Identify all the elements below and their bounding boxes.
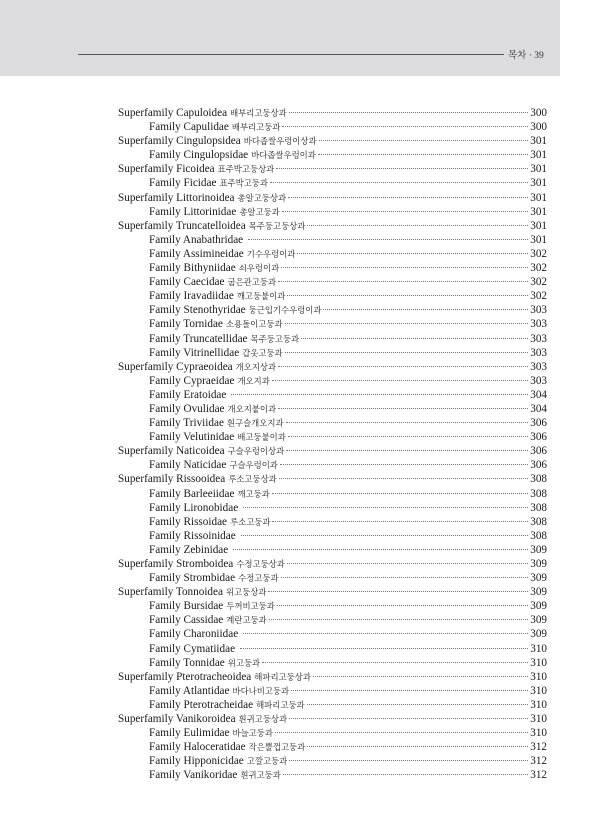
toc-entry-name: Family Vitrinellidae [149,346,240,359]
toc-entry-korean-name: 흰귀고둥상과 [238,714,288,725]
toc-entry-korean-name: 표주박고둥과 [219,178,268,189]
toc-entry-page: 312 [530,755,547,768]
toc-entry-family[interactable] [118,275,547,289]
toc-dot-leader [301,338,528,339]
toc-dot-leader [240,648,528,649]
toc-dot-leader [269,619,529,620]
toc-entry-name: Family Ficidae [149,177,217,190]
toc-entry-page: 310 [530,642,547,655]
toc-dot-leader [291,690,528,691]
toc-entry-page: 309 [530,572,547,585]
toc-dot-leader [233,549,528,550]
toc-entry-page: 300 [530,121,547,134]
toc-entry-superfamily[interactable] [118,219,547,233]
toc-entry-family[interactable] [118,529,547,543]
toc-entry-superfamily[interactable] [118,162,547,176]
toc-entry-family[interactable] [118,656,547,670]
toc-entry-name: Family Hipponicidae [149,755,244,768]
toc-dot-leader [280,464,528,465]
toc-entry-page: 312 [530,741,547,754]
toc-dot-leader [275,732,528,733]
toc-entry-korean-name: 바다나비고둥과 [232,685,290,696]
toc-entry-page: 309 [530,586,547,599]
toc-entry-name: Family Cingulopsidae [149,149,249,162]
toc-entry-name: Family Cassidae [149,614,224,627]
toc-entry-page: 310 [530,656,547,669]
toc-entry-family[interactable] [118,289,547,303]
toc-dot-leader [285,323,529,324]
table-of-contents [118,106,547,783]
toc-entry-korean-name: 위고둥상과 [225,587,267,598]
toc-entry-page: 309 [530,628,547,641]
toc-entry-family[interactable] [118,515,547,529]
toc-dot-leader [243,633,528,634]
toc-entry-korean-name: 배부리고둥과 [231,122,281,133]
toc-entry-family[interactable] [118,176,547,190]
toc-entry-superfamily[interactable] [118,670,547,684]
toc-entry-name: Family Caecidae [149,276,225,289]
toc-entry-family[interactable] [118,754,547,768]
toc-entry-name: Family Assimineidae [149,247,244,260]
toc-dot-leader [278,408,528,409]
toc-entry-korean-name: 개오지과 [237,375,270,386]
toc-entry-name: Family Eratoidae [149,388,227,401]
toc-entry-family[interactable] [118,726,547,740]
toc-dot-leader [286,450,528,451]
toc-entry-name: Family Tornidae [149,318,223,331]
toc-entry-korean-name: 위고둥과 [227,657,261,668]
toc-entry-name: Family Naticidae [149,459,227,472]
toc-entry-family[interactable] [118,233,547,247]
toc-entry-korean-name: 흰귀고둥과 [240,770,281,781]
toc-entry-name: Superfamily Naticoidea [118,445,225,458]
toc-entry-page: 309 [530,543,547,556]
toc-entry-name: Family Ovulidae [149,402,225,415]
toc-entry-page: 303 [530,374,547,387]
toc-entry-family[interactable] [118,613,547,627]
toc-entry-page: 310 [530,670,547,683]
toc-entry-page: 310 [530,698,547,711]
toc-entry-superfamily[interactable] [118,191,547,205]
toc-entry-page: 306 [530,459,547,472]
toc-dot-leader [276,168,528,169]
toc-dot-leader [289,760,528,761]
toc-entry-korean-name: 둥근입기수우렁이과 [248,305,322,316]
toc-entry-superfamily[interactable] [118,585,547,599]
toc-entry-name: Superfamily Ficoidea [118,163,215,176]
toc-entry-family[interactable] [118,599,547,613]
toc-dot-leader [307,746,528,747]
toc-dot-leader [288,436,528,437]
toc-entry-korean-name: 구슬우렁이과 [229,460,278,471]
toc-entry-page: 308 [530,529,547,542]
toc-dot-leader [286,422,529,423]
toc-entry-korean-name: 배고둥붙이과 [237,432,286,443]
toc-entry-korean-name: 바다좁쌀우렁이상과 [243,136,317,147]
toc-entry-page: 301 [530,191,547,204]
toc-entry-page: 301 [530,135,547,148]
toc-entry-page: 312 [530,769,547,782]
toc-dot-leader [289,112,529,113]
toc-entry-name: Family Vanikoridae [149,769,238,782]
toc-entry-page: 309 [530,614,547,627]
toc-entry-superfamily[interactable] [118,444,547,458]
toc-dot-leader [282,211,528,212]
toc-entry-page: 306 [530,445,547,458]
toc-dot-leader [313,676,528,677]
toc-entry-name: Superfamily Cingulopsidea [118,135,241,148]
toc-entry-korean-name: 수정고둥과 [238,573,279,584]
toc-entry-name: Family Atlantidae [149,684,230,697]
toc-entry-korean-name: 바늘고둥과 [232,728,273,739]
toc-entry-family[interactable] [118,487,547,501]
toc-entry-name: Family Anabathridae [149,233,244,246]
toc-dot-leader [287,295,528,296]
toc-entry-korean-name: 구슬우렁이상과 [227,446,285,457]
toc-entry-page: 308 [530,487,547,500]
toc-dot-leader [278,366,528,367]
toc-entry-page: 302 [530,262,547,275]
toc-entry-name: Superfamily Capuloidea [118,107,228,119]
toc-entry-name: Family Lironobidae [149,501,239,514]
toc-entry-korean-name: 배부리고둥상과 [230,108,287,118]
toc-entry-korean-name: 총알고둥상과 [237,192,287,203]
toc-entry-page: 302 [530,247,547,260]
toc-entry-family[interactable] [118,642,547,656]
toc-entry-name: Family Charoniidae [149,628,239,641]
toc-entry-name: Family Stenothyridae [149,304,246,317]
toc-entry-korean-name: 깨고둥붙이과 [236,291,286,302]
toc-entry-name: Superfamily Pterotracheoidea [118,670,252,683]
toc-entry-page: 309 [530,600,547,613]
toc-entry-page: 306 [530,417,547,430]
toc-dot-leader [243,507,528,508]
toc-entry-superfamily[interactable] [118,106,547,120]
toc-entry-korean-name: 목주둥고둥과 [250,333,300,344]
toc-dot-leader [288,197,528,198]
toc-dot-leader [323,309,528,310]
toc-entry-korean-name: 표주박고둥상과 [217,164,275,175]
toc-entry-superfamily[interactable] [118,472,547,486]
toc-entry-page: 309 [530,558,547,570]
toc-entry-page: 301 [530,149,547,162]
toc-entry-name: Superfamily Vanikoroidea [118,713,236,726]
toc-entry-family[interactable] [118,247,547,261]
toc-entry-name: Family Cypraeidae [149,374,235,387]
toc-entry-page: 303 [530,304,547,317]
toc-entry-page: 301 [530,219,547,232]
toc-entry-name: Family Iravadiidae [149,290,234,303]
toc-entry-family[interactable] [118,684,547,698]
toc-entry-name: Family Triviidae [149,417,224,430]
toc-dot-leader [279,478,528,479]
toc-dot-leader [248,239,528,240]
toc-dot-leader [287,563,528,564]
toc-entry-page: 304 [530,402,547,415]
toc-entry-name: Family Strombidae [149,572,236,585]
toc-entry-family[interactable] [118,543,547,557]
toc-dot-leader [281,267,528,268]
toc-dot-leader [307,225,528,226]
toc-dot-leader [282,126,528,127]
toc-entry-name: Family Haloceratidae [149,741,246,754]
toc-entry-korean-name: 작은뿔껍고둥과 [248,742,306,753]
toc-entry-family[interactable] [118,698,547,712]
toc-entry-page: 303 [530,318,547,331]
toc-entry-name: Family Cymatiidae [149,642,236,655]
toc-entry-family[interactable] [118,458,547,472]
toc-entry-name: Family Tonnidae [149,656,225,669]
toc-entry-korean-name: 깨고둥과 [237,488,270,499]
toc-entry-family[interactable] [118,303,547,317]
header-band [0,0,560,76]
toc-entry-superfamily[interactable] [118,134,547,148]
toc-entry-page: 304 [530,388,547,401]
toc-entry-korean-name: 해파리고둥과 [256,699,305,710]
toc-dot-leader [272,380,528,381]
toc-entry-page: 301 [530,205,547,218]
toc-dot-leader [318,154,528,155]
toc-entry-page: 300 [530,107,547,119]
toc-dot-leader [277,605,528,606]
toc-entry-korean-name: 흰구슬개오지과 [226,418,284,429]
toc-dot-leader [268,591,528,592]
toc-entry-korean-name: 갑옷고둥과 [242,347,283,358]
toc-entry-family[interactable] [118,416,547,430]
toc-entry-family[interactable] [118,402,547,416]
toc-entry-family[interactable] [118,571,547,585]
toc-entry-page: 301 [530,177,547,190]
toc-entry-name: Family Rissoinidae [149,529,236,542]
toc-entry-name: Family Zebinidae [149,543,229,556]
toc-dot-leader [289,718,528,719]
toc-entry-korean-name: 기수우렁이과 [246,248,296,259]
toc-entry-korean-name: 수정고둥상과 [236,559,285,569]
toc-dot-leader [241,535,529,536]
toc-entry-family[interactable] [118,120,547,134]
toc-entry-korean-name: 굽은관고둥과 [227,277,277,288]
toc-entry-name: Family Barleeiidae [149,487,235,500]
toc-entry-page: 303 [530,360,547,373]
toc-entry-family[interactable] [118,740,547,754]
toc-entry-korean-name: 두꺼비고둥과 [226,601,275,612]
toc-entry-korean-name: 개오지붙이과 [227,403,277,414]
toc-entry-name: Family Capulidae [149,121,229,134]
toc-entry-page: 308 [530,515,547,528]
toc-entry-family[interactable] [118,768,547,782]
toc-dot-leader [262,662,528,663]
header-rule [78,54,504,55]
toc-entry-name: Family Pterotracheidae [149,698,254,711]
toc-entry-korean-name: 계란고둥과 [226,615,267,626]
page-header-label: 목차 · 39 [508,51,544,61]
toc-dot-leader [278,281,528,282]
toc-entry-family[interactable] [118,261,547,275]
toc-entry-superfamily[interactable] [118,557,547,571]
toc-entry-name: Superfamily Stromboidea [118,558,234,570]
toc-entry-korean-name: 소용돌이고둥과 [225,319,283,330]
toc-entry-family[interactable] [118,346,547,360]
toc-entry-page: 301 [530,163,547,176]
toc-entry-family[interactable] [118,205,547,219]
toc-entry-page: 310 [530,727,547,740]
toc-entry-page: 301 [530,233,547,246]
toc-entry-name: Family Eulimidae [149,727,230,740]
toc-entry-korean-name: 총알고둥과 [239,206,280,217]
toc-dot-leader [270,182,528,183]
toc-entry-family[interactable] [118,148,547,162]
toc-dot-leader [297,253,528,254]
toc-entry-name: Family Truncatellidae [149,332,248,345]
toc-dot-leader [272,493,528,494]
toc-dot-leader [307,704,529,705]
toc-entry-family[interactable] [118,627,547,641]
toc-entry-page: 303 [530,346,547,359]
toc-entry-korean-name: 목주둥고둥상과 [248,220,306,231]
toc-entry-name: Family Littorinidae [149,205,237,218]
toc-dot-leader [319,140,529,141]
toc-entry-superfamily[interactable] [118,360,547,374]
toc-entry-korean-name: 개오지상과 [235,361,277,372]
toc-entry-family[interactable] [118,388,547,402]
toc-entry-name: Family Bursidae [149,600,224,613]
toc-entry-name: Superfamily Truncatelloidea [118,219,246,232]
toc-entry-korean-name: 바다좁쌀우렁이과 [251,150,316,161]
toc-entry-korean-name: 고깔고둥과 [246,756,288,767]
toc-entry-name: Superfamily Rissooidea [118,473,226,486]
toc-dot-leader [281,577,529,578]
toc-entry-family[interactable] [118,332,547,346]
toc-entry-name: Family Bithyniidae [149,262,236,275]
toc-entry-page: 302 [530,276,547,289]
toc-entry-page: 302 [530,290,547,303]
toc-entry-korean-name: 해파리고둥상과 [254,671,311,682]
toc-dot-leader [231,394,528,395]
toc-entry-page: 310 [530,684,547,697]
toc-entry-page: 303 [530,332,547,345]
toc-entry-korean-name: 쇠우렁이과 [238,263,280,274]
toc-entry-family[interactable] [118,430,547,444]
toc-dot-leader [285,352,529,353]
toc-entry-korean-name: 루소고둥상과 [228,474,277,485]
toc-entry-family[interactable] [118,317,547,331]
toc-dot-leader [272,521,528,522]
toc-entry-name: Superfamily Littorinoidea [118,191,235,204]
toc-entry-name: Family Rissoidae [149,515,228,528]
toc-entry-family[interactable] [118,374,547,388]
toc-entry-page: 308 [530,501,547,514]
toc-entry-superfamily[interactable] [118,712,547,726]
toc-entry-family[interactable] [118,501,547,515]
toc-entry-name: Superfamily Tonnoidea [118,586,223,599]
toc-entry-page: 308 [530,473,547,486]
toc-entry-name: Family Velutinidae [149,431,235,444]
toc-entry-korean-name: 루소고둥과 [230,516,271,527]
toc-entry-page: 310 [530,713,547,726]
toc-dot-leader [283,774,528,775]
toc-entry-name: Superfamily Cypraeoidea [118,360,233,373]
toc-entry-page: 306 [530,431,547,444]
